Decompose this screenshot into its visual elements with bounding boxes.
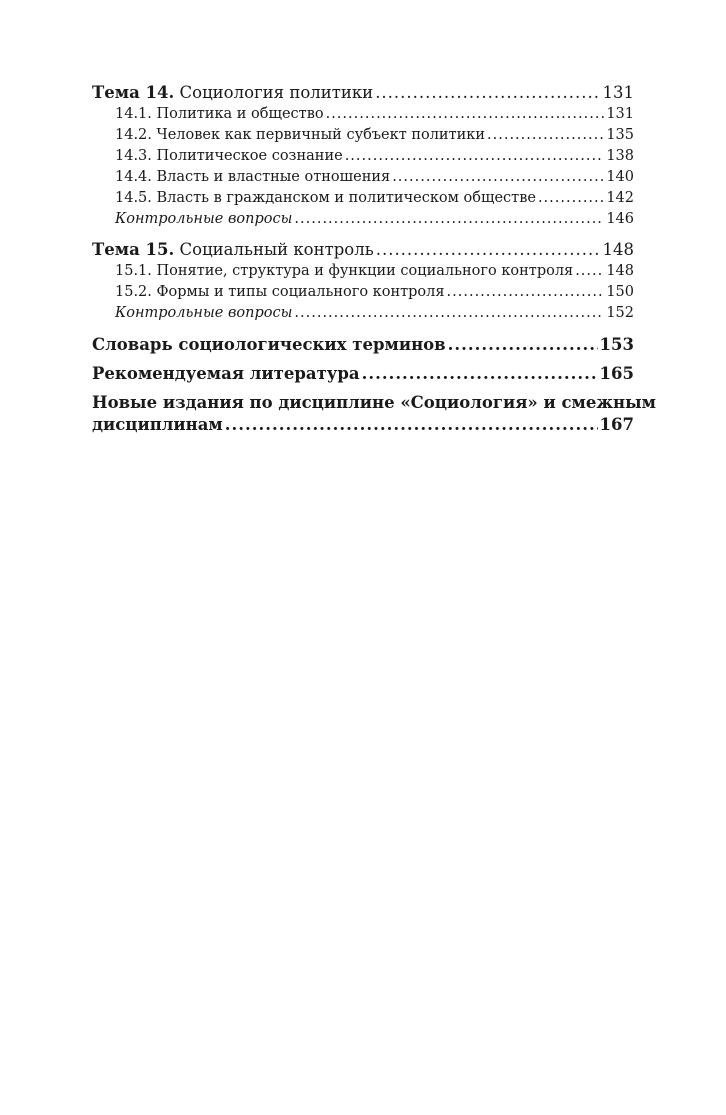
page-number: 167 (599, 415, 634, 434)
toc-new-editions (92, 414, 634, 436)
dot-leader (362, 363, 598, 385)
page-number: 148 (606, 263, 634, 279)
dot-leader (447, 282, 605, 303)
page-number: 152 (606, 305, 634, 321)
dot-leader (392, 167, 604, 188)
toc-entry (92, 125, 634, 146)
page-number: 140 (606, 169, 634, 185)
table-of-contents (92, 80, 656, 436)
toc-topic-15 (92, 239, 634, 261)
toc-entry (92, 261, 634, 282)
page-number: 131 (602, 83, 634, 102)
dot-leader (225, 414, 598, 436)
page-number: 138 (606, 148, 634, 164)
entry-label: 14.2. Человек как первичный субъект политики (115, 127, 486, 143)
entry-label: 14.3. Политическое сознание (115, 148, 343, 164)
toc-glossary (92, 334, 634, 356)
entry-label: 15.2. Формы и типы социального контроля (115, 284, 445, 300)
entry-label: 14.4. Власть и властные отношения (115, 169, 391, 185)
toc-entry (92, 282, 634, 303)
toc-entry-review-questions (92, 209, 634, 230)
page-number: 153 (599, 335, 634, 354)
dot-leader (448, 334, 598, 356)
toc-entry (92, 167, 634, 188)
dot-leader (345, 146, 605, 167)
dot-leader (294, 209, 604, 230)
topic-title: Социология политики (179, 83, 374, 102)
toc-entry (92, 104, 634, 125)
section-label: Словарь социологических терминов (92, 335, 446, 354)
dot-leader (294, 303, 604, 324)
toc-new-editions-line1: Новые издания по дисциплине «Социология» и смежным (92, 393, 656, 412)
toc-entry (92, 188, 634, 209)
topic-number: Тема 14. (92, 83, 175, 102)
page-number: 142 (606, 190, 634, 206)
page-number: 146 (606, 211, 634, 227)
entry-label: 14.5. Власть в гражданском и политическом обществе (115, 190, 536, 206)
page-number: 165 (599, 364, 634, 383)
dot-leader (375, 82, 600, 104)
dot-leader (326, 104, 605, 125)
topic-title: Социальный контроль (179, 240, 374, 259)
entry-label: 14.1. Политика и общество (115, 106, 324, 122)
dot-leader (575, 261, 604, 282)
toc-literature (92, 363, 634, 385)
toc-topic-14 (92, 82, 634, 104)
entry-label: 15.1. Понятие, структура и функции социального контроля (115, 263, 574, 279)
toc-entry (92, 146, 634, 167)
entry-label: Контрольные вопросы (115, 211, 293, 227)
topic-number: Тема 15. (92, 240, 175, 259)
page-number: 135 (606, 127, 634, 143)
page-number: 131 (606, 106, 634, 122)
page-number: 150 (606, 284, 634, 300)
dot-leader (376, 239, 601, 261)
dot-leader (487, 125, 604, 146)
page-number: 148 (602, 240, 634, 259)
section-label: дисциплинам (92, 415, 223, 434)
toc-entry-review-questions (92, 303, 634, 324)
entry-label: Контрольные вопросы (115, 305, 293, 321)
dot-leader (538, 188, 604, 209)
section-label: Рекомендуемая литература (92, 364, 360, 383)
